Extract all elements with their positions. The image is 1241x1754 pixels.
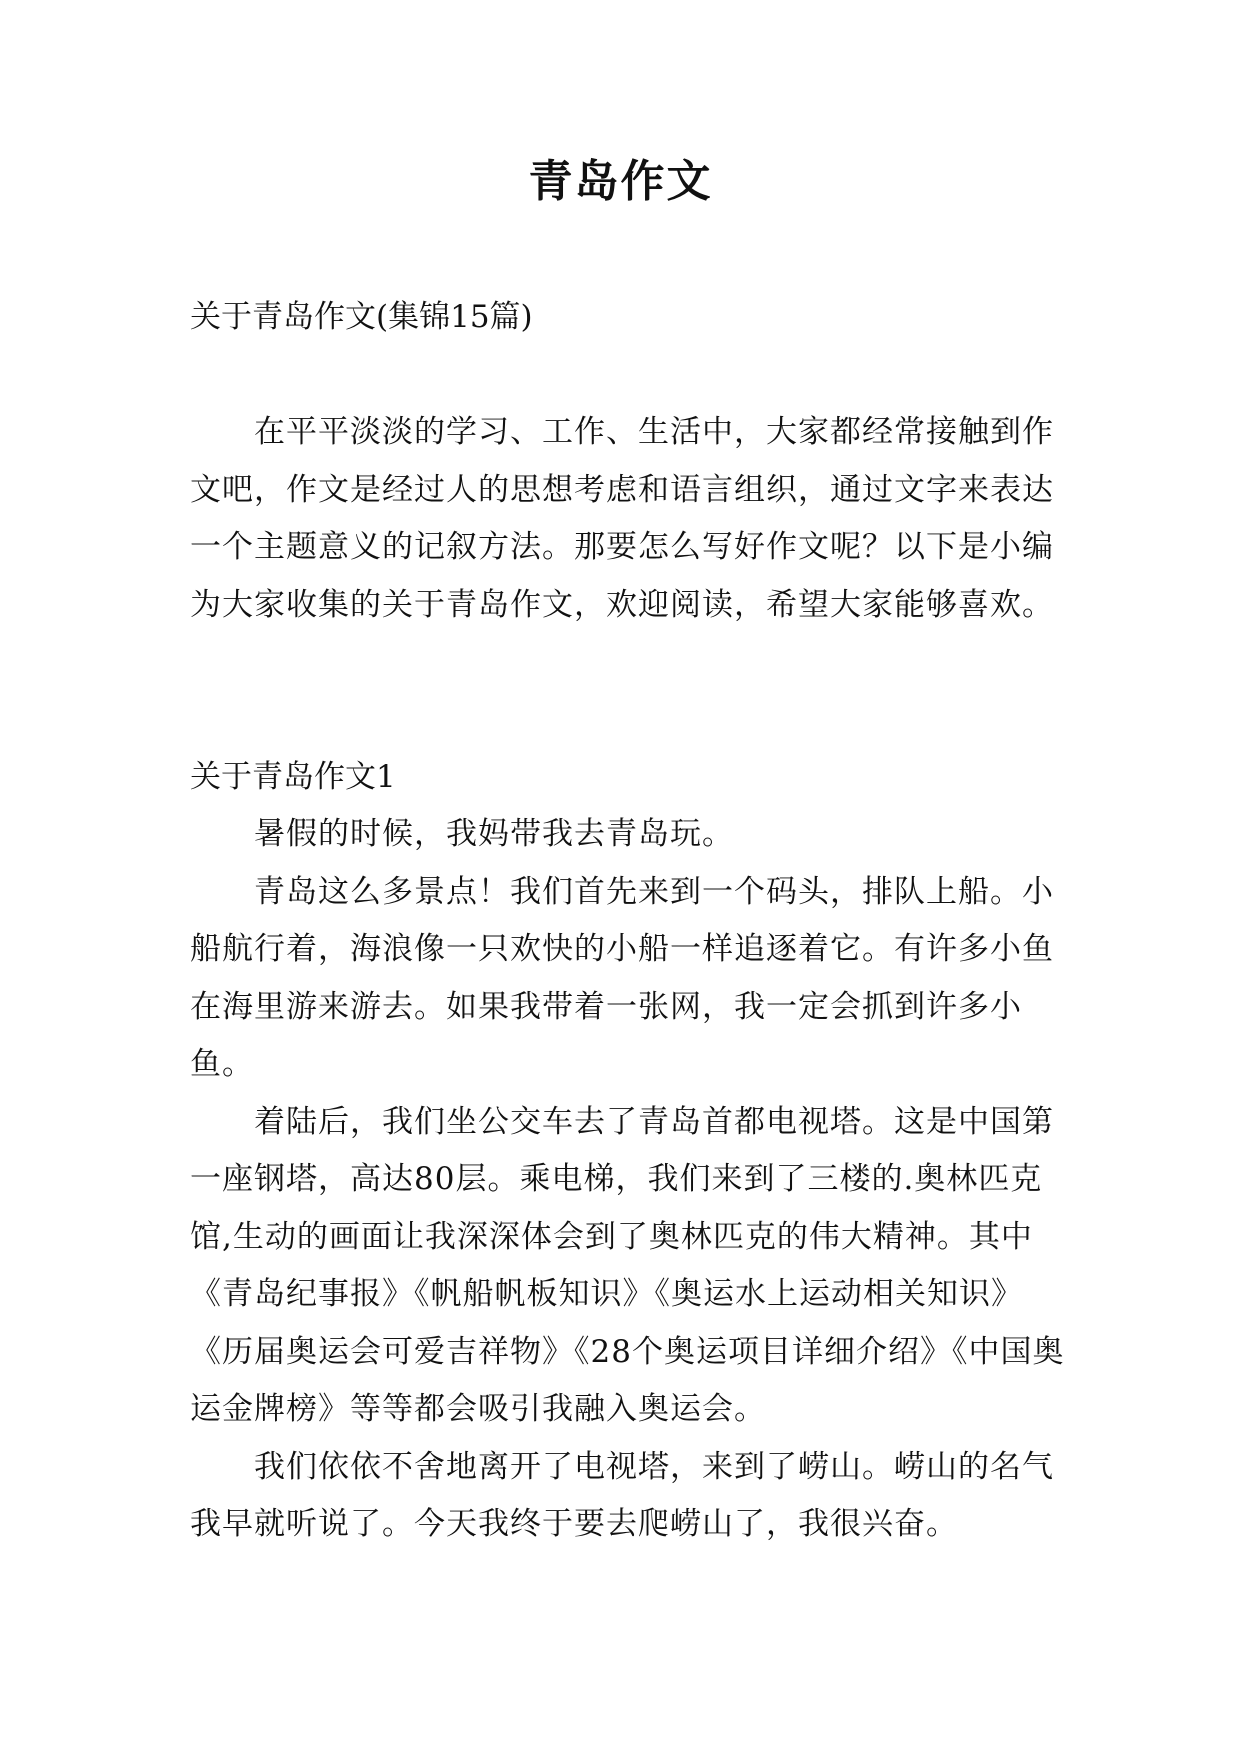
section-paragraph: 暑假的时候，我妈带我去青岛玩。: [254, 816, 734, 852]
document-title: 青岛作文: [528, 156, 713, 207]
intro-paragraph: 在平平淡淡的学习、工作、生活中，大家都经常接触到作文吧，作文是经过人的思想考虑和语言组织，通过文字来表达一个主题意义的记叙方法。那要怎么写好作文呢？以下是小编为大家收集的关于青岛作文，欢迎阅读，希望大家能够喜欢。: [190, 414, 1054, 623]
section-heading: 关于青岛作文1: [190, 759, 396, 795]
section-paragraph: 青岛这么多景点！我们首先来到一个码头，排队上船。小船航行着，海浪像一只欢快的小船一样追逐着它。有许多小鱼在海里游来游去。如果我带着一张网，我一定会抓到许多小鱼。: [190, 873, 1054, 1082]
essay-section-1: [190, 757, 1070, 1554]
section-paragraph: 着陆后，我们坐公交车去了青岛首都电视塔。这是中国第一座钢塔，高达80层。乘电梯，我们来到了三楼的.奥林匹克馆,生动的画面让我深深体会到了奥林匹克的伟大精神。其中《青岛纪事报》《帆船帆板知识》《奥运水上运动相关知识》《历届奥运会可爱吉祥物》《28个奥运项目详细介绍》《中国奥运金牌榜》等等都会吸引我融入奥运会。: [190, 1103, 1065, 1427]
document-subtitle: 关于青岛作文(集锦15篇): [190, 299, 533, 335]
section-paragraph: 我们依依不舍地离开了电视塔，来到了崂山。崂山的名气我早就听说了。今天我终于要去爬崂山了，我很兴奋。: [190, 1448, 1054, 1542]
